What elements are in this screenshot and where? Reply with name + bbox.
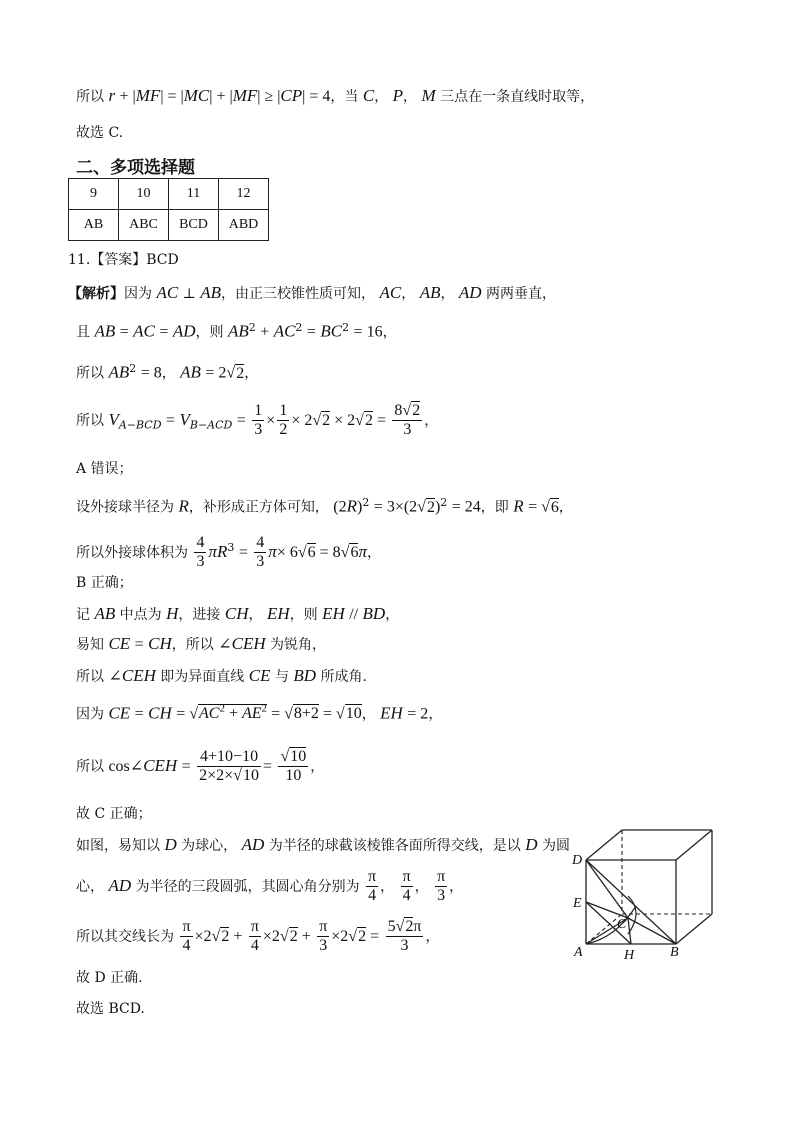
label-D: D <box>572 853 583 868</box>
label-C: C <box>617 917 627 932</box>
text-line-11: B 正确； <box>76 575 133 591</box>
answer-heading: 11.【答案】BCD <box>68 252 179 268</box>
text-line-9: 设外接球半径为 R，补形成正方体可知， $(2R)^2 = 3\times(2√2)^2 = 24$，即 R = √6， <box>76 496 573 516</box>
table-cell-a12: ABD <box>219 210 269 241</box>
table-cell-q10: 10 <box>119 179 169 210</box>
table-cell-q9: 9 <box>69 179 119 210</box>
text-line-18: 如图，易知以 D 为球心， AD 为半径的球截该棱锥各面所得交线，是以 D 为圆 <box>76 835 570 854</box>
table-cell-q11: 11 <box>169 179 219 210</box>
text-line-13: 易知 CE = CH，所以 ∠CEH 为锐角， <box>76 634 327 653</box>
cube-figure <box>566 826 726 966</box>
edge-bottom-right <box>676 914 712 944</box>
text-line-7: 所以 $V_{A-BCD} = V_{B-ACD}$ = $\frac{1}{3}$ × $\frac{1}{2}$ × 2√2 × 2√2 = $\frac{8√2}{3}$ ， <box>76 402 439 439</box>
section-title: 二、多项选择题 <box>76 158 195 178</box>
edge-DB <box>586 860 676 944</box>
text-line-14: 所以 ∠CEH 即为异面直线 CE 与 BD 所成角. <box>76 666 367 685</box>
label-H: H <box>624 948 635 963</box>
text-line-2: 故选 C. <box>76 125 124 141</box>
table-cell-a11: BCD <box>169 210 219 241</box>
analysis-label: 【解析】 <box>68 286 124 302</box>
text-line-1: 所以 r + |MF| = |MC| + |MF| ≥ |CP| = 4，当 C， P， M 三点在一条直线时取等， <box>76 86 595 105</box>
text-line-6: 所以 $AB^2 = 8$， AB = 2√2， <box>76 362 259 382</box>
answer-table <box>68 178 269 241</box>
label-B: B <box>670 945 679 960</box>
text-line-21: 故 D 正确. <box>76 970 143 986</box>
answer-table-answer-row <box>69 210 269 241</box>
text-line-20: 所以其交线长为 $\frac{\pi}{4}$ ×2√2 + $\frac{\pi}{4}$ ×2√2 + $\frac{\pi}{3}$ ×2√2 = $\frac{5√2\pi}{3}$ ， <box>76 918 440 955</box>
text-line-12: 记 AB 中点为 H，进接 CH， EH，则 EH // BD， <box>76 604 400 623</box>
text-line-15: 因为 CE = CH = $√AC^2 + AE^2 = √8+2 = √10$， EH = 2， <box>76 703 443 723</box>
table-cell-a10: ABC <box>119 210 169 241</box>
text-line-5: 且 AB = AC = AD，则 $AB^2 + AC^2 = BC^2 = 16$， <box>76 321 397 341</box>
text-line-17: 故 C 正确； <box>76 806 152 822</box>
label-A: A <box>574 945 583 960</box>
text-line-4: 【解析】因为 AC ⊥ AB，由正三校锥性质可知， AC， AB， AD 两两垂直， <box>68 283 557 302</box>
line-1-source <box>76 86 77 87</box>
edge-top-right <box>676 830 712 860</box>
text-line-10: 所以外接球体积为 $\frac{4}{3}$ $\pi R^3$ = $\frac{4}{3}$ π× 6√6 = 8√6π， <box>76 534 381 571</box>
text-line-8: A 错误； <box>76 461 133 477</box>
label-E: E <box>573 896 582 911</box>
edge-top-left <box>586 830 622 860</box>
text-line-16: 所以 cos∠CEH = $\frac{4+10-10}{2\times 2\times√10}$ = $\frac{√10}{10}$ ， <box>76 748 325 785</box>
text-line-19: 心， AD 为半径的三段圆弧，其圆心角分别为 $\frac{\pi}{4}$ ， $\frac{\pi}{4}$ ， $\frac{\pi}{3}$ ， <box>76 868 464 905</box>
table-cell-a9: AB <box>69 210 119 241</box>
table-cell-q12: 12 <box>219 179 269 210</box>
text-line-22: 故选 BCD. <box>76 1001 145 1017</box>
answer-table-header-row <box>69 179 269 210</box>
